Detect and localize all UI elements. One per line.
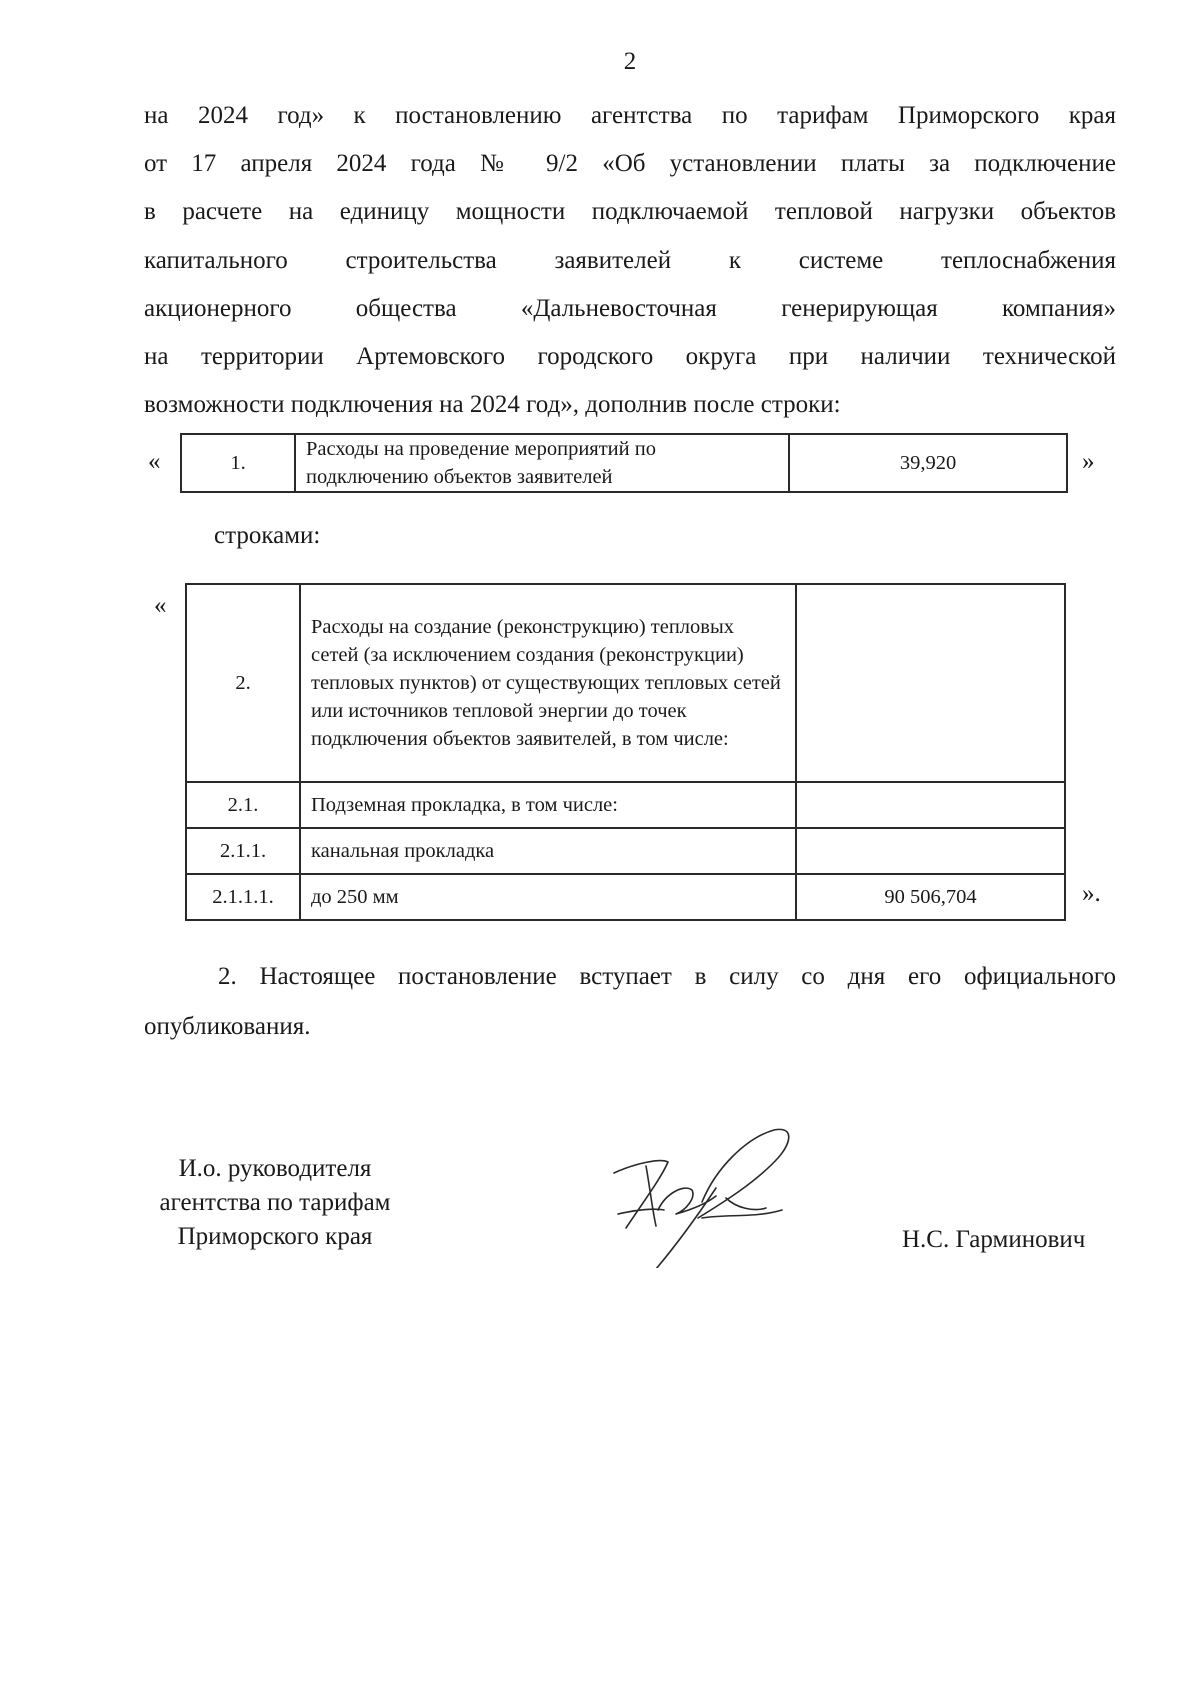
row-description-cell: Расходы на проведение мероприятий по подключению объектов заявителей [295, 434, 789, 492]
row-value-cell [796, 782, 1065, 828]
intro-paragraph [144, 92, 1116, 429]
row-number-cell: 2.1.1. [186, 828, 300, 874]
signer-title-line: Приморского края [177, 1223, 373, 1250]
page-number: 2 [623, 48, 637, 75]
intro-line: в расчете на единицу мощности подключаемой тепловой нагрузки объектов [144, 198, 1116, 226]
signer-title-line: агентства по тарифам [159, 1189, 391, 1216]
existing-row-table [180, 433, 1068, 493]
row-value-cell: 39,920 [789, 434, 1067, 492]
intro-line: акционерного общества «Дальневосточная генерирующая компания» [144, 294, 1116, 322]
intro-line: капитального строительства заявителей к системе теплоснабжения [144, 246, 1116, 274]
clause-2-line: опубликования. [144, 1013, 311, 1040]
table1-close-quote: » [1082, 448, 1095, 475]
signer-title-line: И.о. руководителя [178, 1155, 372, 1182]
handwritten-signature [606, 1118, 806, 1268]
strokami-label: строками: [214, 522, 321, 549]
table-row [181, 434, 1067, 492]
table-row [186, 874, 1065, 920]
row-description-cell: Подземная прокладка, в том числе: [300, 782, 796, 828]
added-rows-table [185, 583, 1066, 921]
row-number-cell: 2.1. [186, 782, 300, 828]
row-number-cell: 1. [181, 434, 295, 492]
row-description-cell: Расходы на создание (реконструкцию) тепловых сетей (за исключением создания (реконструкции) тепловых пунктов) от существующих тепловых сетей или источников тепловой энергии до точек подключения объектов заявителей, в том числе: [300, 584, 796, 782]
row-description-cell: до 250 мм [300, 874, 796, 920]
signer-title [140, 1152, 410, 1254]
table2-open-quote: « [154, 592, 167, 619]
row-value-cell [796, 828, 1065, 874]
table-row [186, 782, 1065, 828]
intro-line: на территории Артемовского городского округа при наличии технической [144, 343, 1116, 371]
row-value-cell [796, 584, 1065, 782]
signer-name: Н.С. Гарминович [902, 1226, 1086, 1253]
table-row [186, 828, 1065, 874]
intro-line: на 2024 год» к постановлению агентства по тарифам Приморского края [144, 102, 1116, 129]
clause-2-paragraph [144, 952, 1116, 1052]
table1-open-quote: « [148, 448, 161, 475]
row-value-cell: 90 506,704 [796, 874, 1065, 920]
row-description-cell: канальная прокладка [300, 828, 796, 874]
intro-line: от 17 апреля 2024 года № 9/2 «Об установлении платы за подключение [144, 150, 1116, 178]
table-row [186, 584, 1065, 782]
row-number-cell: 2. [186, 584, 300, 782]
clause-2-line: 2. Настоящее постановление вступает в силу со дня его официального [218, 963, 1116, 990]
table2-close-quote: ». [1082, 880, 1101, 907]
row-number-cell: 2.1.1.1. [186, 874, 300, 920]
intro-line: возможности подключения на 2024 год», дополнив после строки: [144, 391, 841, 419]
